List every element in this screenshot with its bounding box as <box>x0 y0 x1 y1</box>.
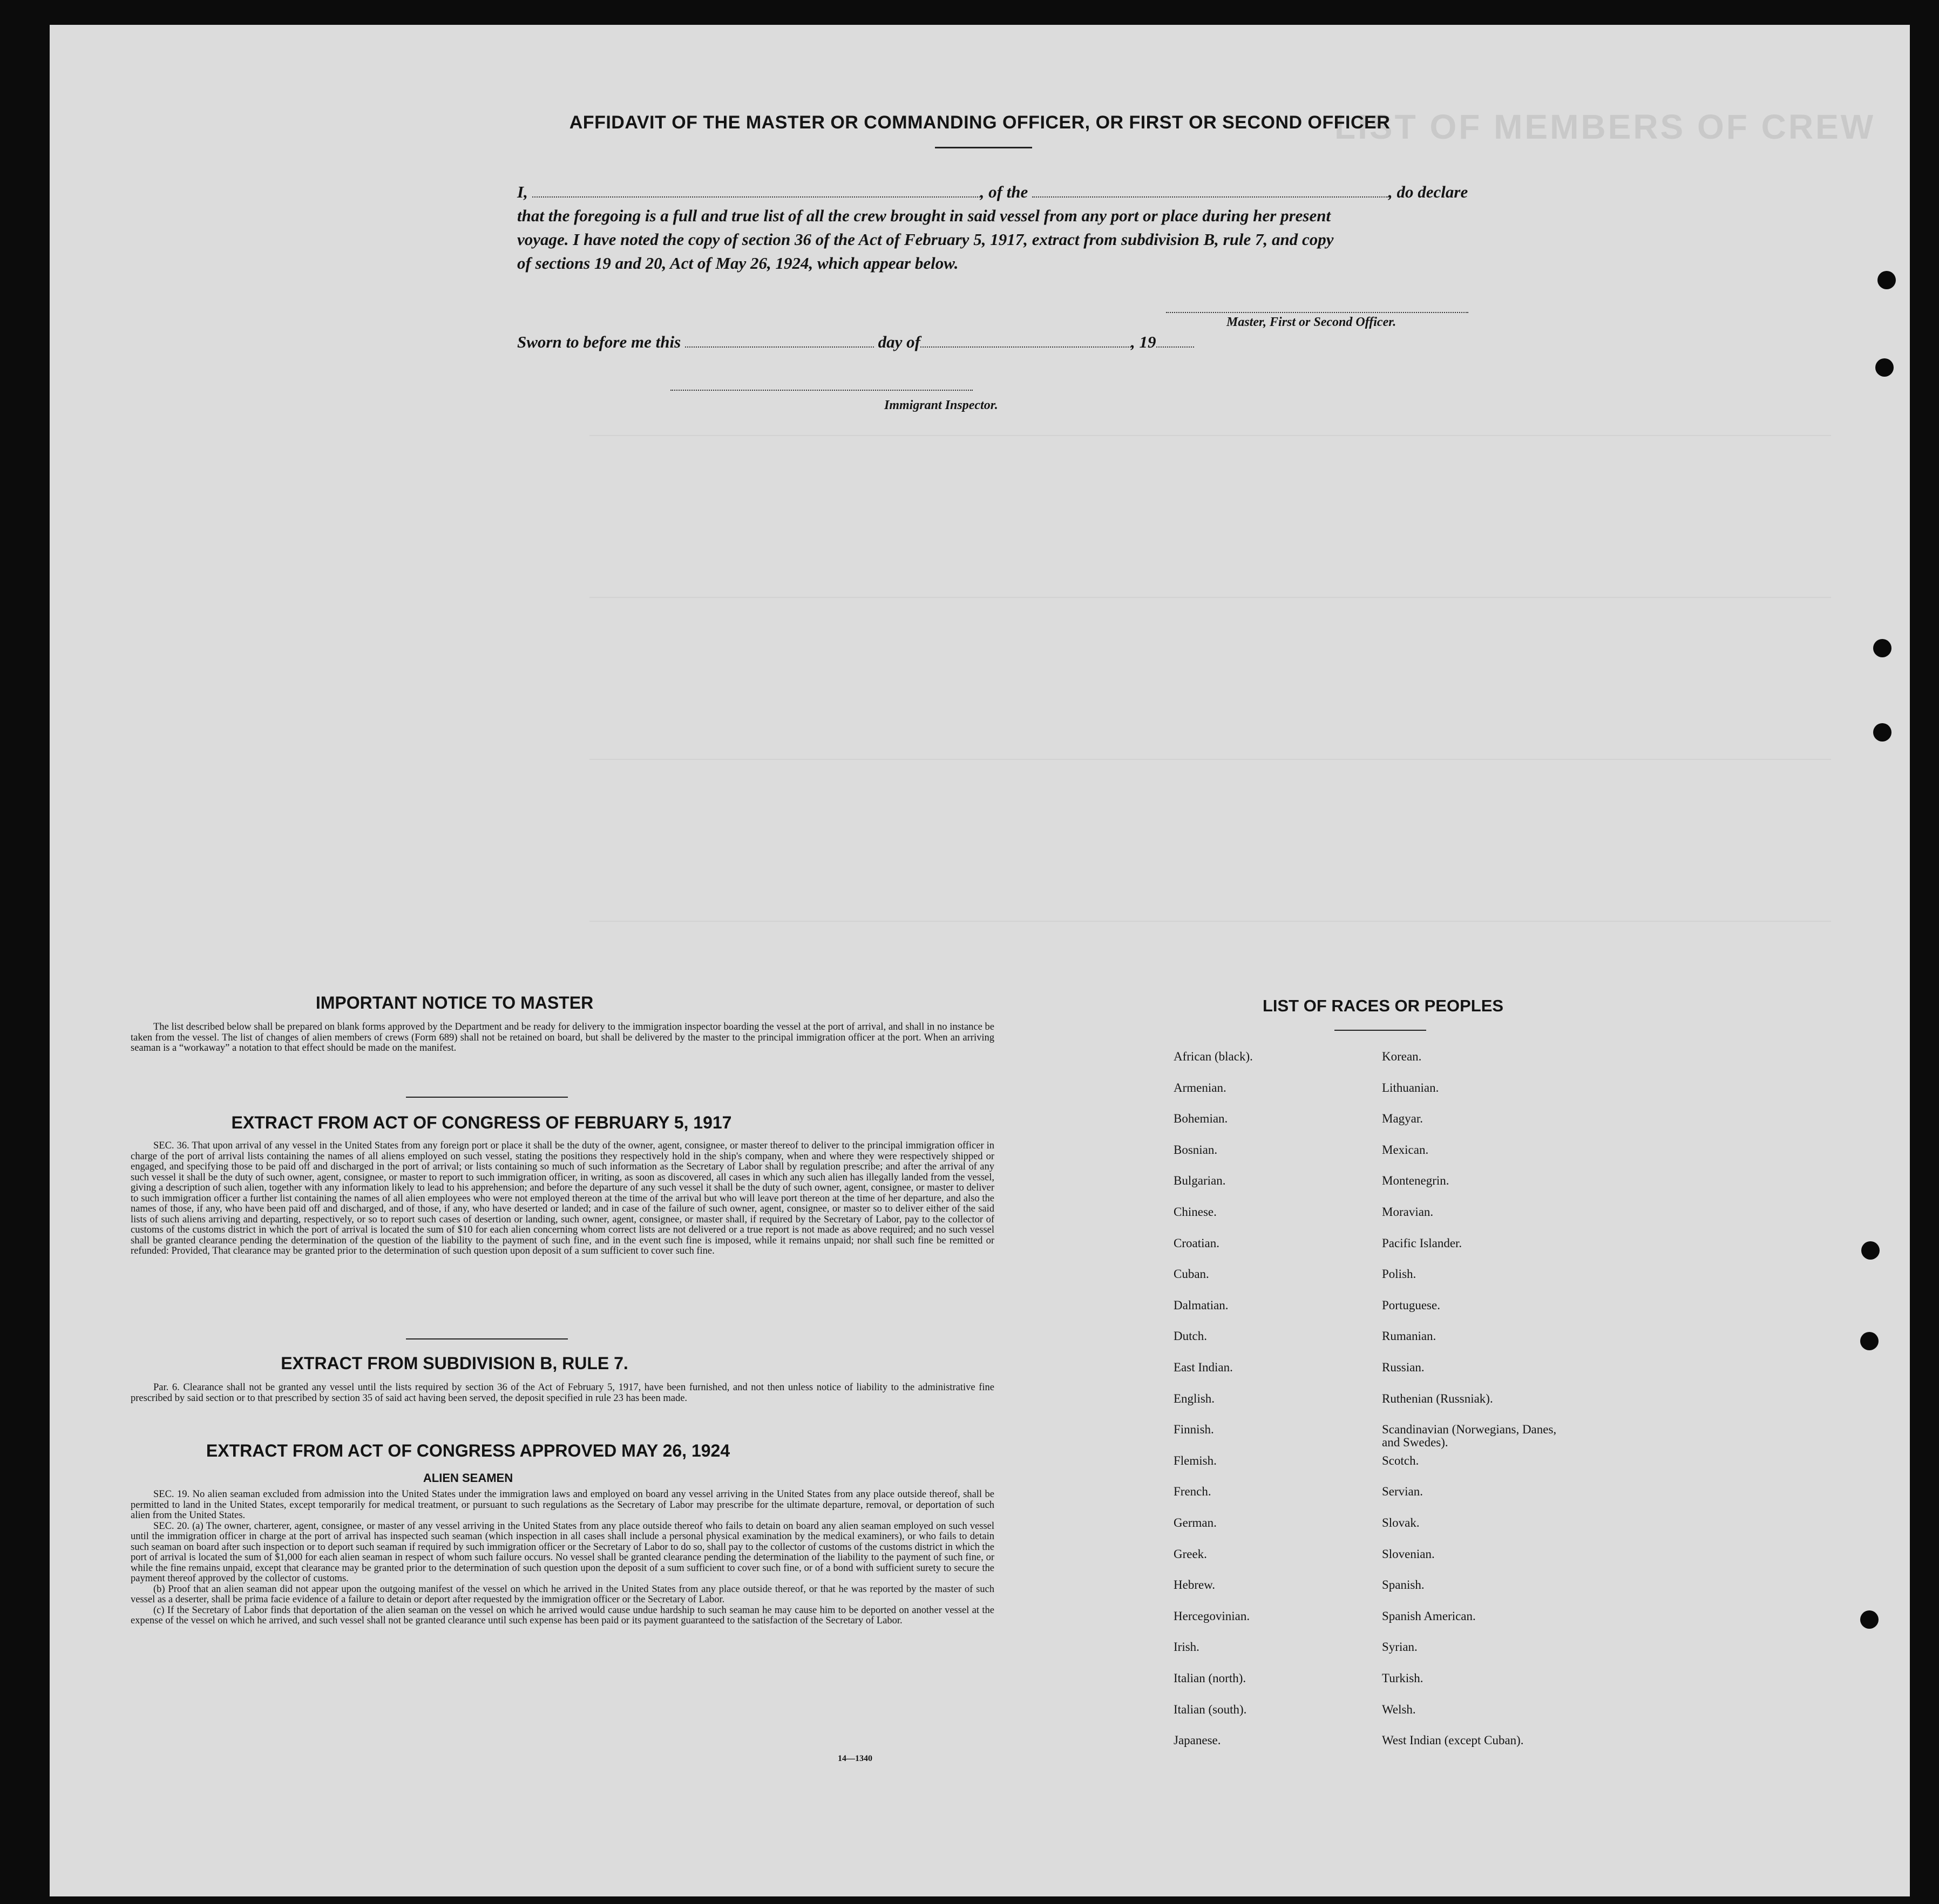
document-page <box>50 25 1910 1896</box>
sec-20a-paragraph: SEC. 20. (a) The owner, charterer, agent, consignee, or master of any vessel arriving in the United States from any place outside thereof who fails to detain on board any alien seaman employed on such vessel until the immigration officer in charge at the port of arrival has inspected such seaman (which inspection in all cases shall include a personal physical examination by the medical examiners), or who fails to detain such seaman on board after such inspection or to deport such seaman if required by such immigration officer or the Secretary of Labor to do so, shall pay to the collector of customs of the customs district in which the port of arrival is located the sum of $1,000 for each alien seaman in respect of whom such failure occurs. No vessel shall be granted clearance pending the determination of the liability to the payment of such fine, or while the fine remains unpaid, except that clearance may be granted prior to the determination of such question upon the deposit of a sum sufficient to cover such fine, or of a bond with sufficient surety to secure the payment thereof approved by the collector of customs. <box>131 1520 994 1584</box>
vessel-name-field[interactable] <box>1032 182 1388 198</box>
race-item: Rumanian. <box>1382 1329 1436 1343</box>
extract-1917-title: EXTRACT FROM ACT OF CONGRESS OF FEBRUARY 5, 1917 <box>231 1113 732 1132</box>
affidavit-line-4: of sections 19 and 20, Act of May 26, 1924, which appear below. <box>517 254 959 273</box>
sworn-day-field[interactable] <box>685 332 874 348</box>
inspector-signature-label: Immigrant Inspector. <box>884 398 998 412</box>
race-item: Lithuanian. <box>1382 1080 1439 1094</box>
sec-20c-paragraph: (c) If the Secretary of Labor finds that deportation of the alien seaman on the vessel on which he arrived would cause undue hardship to such seaman he may cause him to be deported on another vessel at the expense of the vessel on which he arrived, and such vessel shall not be granted clearance until such expense has been paid or its payment guaranteed to the satisfaction of the Secretary of Labor. <box>131 1604 994 1626</box>
race-item: Russian. <box>1382 1361 1425 1374</box>
race-item: Greek. <box>1174 1547 1207 1561</box>
binder-hole <box>1860 1610 1879 1629</box>
rule-7-paragraph: Par. 6. Clearance shall not be granted any vessel until the lists required by section 36 of the Act of February 5, 1917, have been furnished, and not then unless notice of liability to the administrative fine prescribed by said section or to that prescribed by section 35 of said act having been served, the deposit specified in rule 23 has been made. <box>131 1382 994 1404</box>
race-item: West Indian (except Cuban). <box>1382 1733 1524 1747</box>
extract-1924-title: EXTRACT FROM ACT OF CONGRESS APPROVED MAY 26, 1924 <box>206 1441 730 1460</box>
binder-hole <box>1873 639 1891 657</box>
races-title-rule <box>1334 1030 1426 1031</box>
of-the-label: , of the <box>980 182 1028 201</box>
race-item: Turkish. <box>1382 1671 1423 1685</box>
race-item: French. <box>1174 1485 1211 1499</box>
race-item: Pacific Islander. <box>1382 1236 1462 1250</box>
sworn-year-field[interactable] <box>1156 332 1194 348</box>
affidavit-line-3: voyage. I have noted the copy of section 36 of the Act of February 5, 1917, extract from subdivision B, rule 7, and copy <box>517 230 1334 249</box>
race-item: English. <box>1174 1391 1215 1405</box>
rule-7-title: EXTRACT FROM SUBDIVISION B, RULE 7. <box>281 1354 628 1373</box>
race-item: Dutch. <box>1174 1329 1207 1343</box>
race-item: Welsh. <box>1382 1702 1416 1716</box>
alien-seamen-subtitle: ALIEN SEAMEN <box>423 1471 513 1485</box>
race-item: Montenegrin. <box>1382 1174 1449 1188</box>
race-item: Scotch. <box>1382 1453 1419 1467</box>
form-number: 14—1340 <box>838 1754 872 1763</box>
race-item: Scandinavian (Norwegians, Danes, and Swedes). <box>1382 1423 1557 1450</box>
sworn-line <box>517 331 1554 353</box>
section-divider <box>406 1338 568 1339</box>
binder-hole <box>1860 1332 1879 1350</box>
sworn-label: Sworn to before me this <box>517 332 681 351</box>
race-item: Bosnian. <box>1174 1143 1218 1157</box>
race-item: Mexican. <box>1382 1143 1429 1157</box>
race-item: Servian. <box>1382 1485 1423 1499</box>
affidavit-title: AFFIDAVIT OF THE MASTER OR COMMANDING OFFICER, OR FIRST OR SECOND OFFICER <box>569 112 1391 133</box>
section-divider <box>406 1097 568 1098</box>
binder-hole <box>1873 723 1891 742</box>
race-item: Bohemian. <box>1174 1112 1228 1126</box>
sec-20b-paragraph: (b) Proof that an alien seaman did not appear upon the outgoing manifest of the vessel on which he arrived in the United States from any place outside thereof, or that he was reported by the master of such vessel as a deserter, shall be prima facie evidence of a failure to detain or deport after requested by the immigration officer or the Secretary of Labor. <box>131 1583 994 1605</box>
master-signature-line[interactable] <box>1166 312 1468 313</box>
race-item: Japanese. <box>1174 1733 1221 1747</box>
notice-title: IMPORTANT NOTICE TO MASTER <box>315 993 594 1012</box>
race-item: Slovak. <box>1382 1516 1420 1529</box>
affidavit-line-1 <box>517 181 1554 203</box>
binder-hole <box>1877 271 1896 289</box>
race-item: Chinese. <box>1174 1205 1217 1219</box>
race-item: Slovenian. <box>1382 1547 1435 1561</box>
race-item: Armenian. <box>1174 1080 1226 1094</box>
race-item: Polish. <box>1382 1267 1416 1281</box>
extract-1924-text <box>131 1490 994 1627</box>
bleed-through-rule <box>589 597 1831 598</box>
race-item: Magyar. <box>1382 1112 1423 1126</box>
race-item: Hercegovinian. <box>1174 1609 1250 1623</box>
notice-text <box>131 1022 994 1054</box>
race-item: Dalmatian. <box>1174 1298 1229 1312</box>
i-label: I, <box>517 182 528 201</box>
race-item: Croatian. <box>1174 1236 1219 1250</box>
race-item: Hebrew. <box>1174 1578 1216 1592</box>
race-item: East Indian. <box>1174 1361 1233 1374</box>
inspector-signature-line[interactable] <box>670 390 973 391</box>
races-title: LIST OF RACES OR PEOPLES <box>1262 996 1504 1015</box>
race-item: Bulgarian. <box>1174 1174 1226 1188</box>
race-item: Portuguese. <box>1382 1298 1440 1312</box>
bleed-through-rule <box>589 759 1831 760</box>
sworn-month-field[interactable] <box>920 332 1131 348</box>
binder-hole <box>1875 358 1894 377</box>
extract-1917-text <box>131 1141 994 1257</box>
race-item: Flemish. <box>1174 1453 1217 1467</box>
race-item: Finnish. <box>1174 1423 1214 1437</box>
title-rule <box>935 147 1032 148</box>
race-item: African (black). <box>1174 1050 1253 1063</box>
race-item: Spanish. <box>1382 1578 1425 1592</box>
race-item: Ruthenian (Russniak). <box>1382 1391 1493 1405</box>
race-item: Irish. <box>1174 1640 1199 1654</box>
sec-36-paragraph: SEC. 36. That upon arrival of any vessel in the United States from any foreign port or place it shall be the duty of the owner, agent, consignee, or master thereof to deliver to the principal immigration officer in charge of the port of arrival lists containing the names of all aliens employed on such vessel, stating the positions they respectively hold in the ship's company, when and where they were respectively shipped or engaged, and specifying those to be paid off and discharged in the port of arrival; or lists containing so much of such information as the Secretary of Labor shall by regulation prescribe; and after the arrival of any such vessel it shall be the duty of such owner, agent, consignee, or master to report to such immigration officer, in writing, as soon as discovered, all cases in which any such alien has illegally landed from the vessel, giving a description of such alien, together with any information likely to lead to his apprehension; and before the departure of any such vessel it shall be the duty of such owner, agent, consignee, or master to deliver to such immigration officer a further list containing the names of all alien employees who were not employed thereon at the time of the arrival but who will leave port thereon at the time of her departure, and also the names of those, if any, who have been paid off and discharged, and of those, if any, who have deserted or landed; and in case of the failure of such owner, agent, consignee, or master so to deliver either of the said lists of such aliens arriving and departing, respectively, or so to report such cases of desertion or landing, such owner, agent, consignee, or master shall, if required by the Secretary of Labor, pay to the collector of customs of the customs district in which the port of arrival is located the sum of $10 for each alien concerning whom correct lists are not delivered or a true report is not made as above required; and no such vessel shall be granted clearance pending the determination of the question of the liability to the payment of such fine, and in the event such fine is imposed, while it remains unpaid; nor shall such fine be remitted or refunded: Provided, That clearance may be granted prior to the determination of such question upon deposit of a sum sufficient to cover such fine. <box>131 1140 994 1256</box>
race-item: Italian (north). <box>1174 1671 1246 1685</box>
year-label: , 19 <box>1131 332 1156 351</box>
race-item: Italian (south). <box>1174 1702 1247 1716</box>
race-item: Spanish American. <box>1382 1609 1476 1623</box>
race-item: German. <box>1174 1516 1217 1529</box>
officer-name-field[interactable] <box>532 182 980 198</box>
race-item: Korean. <box>1382 1050 1422 1063</box>
bleed-through-rule <box>589 435 1831 436</box>
sec-19-paragraph: SEC. 19. No alien seaman excluded from admission into the United States under the immigration laws and employed on board any vessel arriving in the United States from any place outside thereof, shall be permitted to land in the United States, except temporarily for medical treatment, or pursuant to such regulations as the Secretary of Labor may prescribe for the ultimate departure, removal, or deportation of such alien from the United States. <box>131 1489 994 1521</box>
bleed-through-header: LIST OF MEMBERS OF CREW <box>1334 107 1876 146</box>
bleed-through-rule <box>589 921 1831 922</box>
race-item: Syrian. <box>1382 1640 1418 1654</box>
notice-paragraph: The list described below shall be prepared on blank forms approved by the Department and be ready for delivery to the immigration inspector boarding the vessel at the port of arrival, and shall in no instance be taken from the vessel. The list of changes of alien members of crews (Form 689) shall not be retained on board, but shall be delivered by the master to the principal immigration officer at the port. When an arriving seaman is a “workaway” a notation to that effect should be made on the manifest. <box>131 1022 994 1053</box>
day-of-label: day of <box>878 332 920 351</box>
binder-hole <box>1861 1241 1880 1260</box>
race-item: Moravian. <box>1382 1205 1434 1219</box>
master-signature-label: Master, First or Second Officer. <box>1226 315 1396 329</box>
do-declare-label: , do declare <box>1388 182 1468 201</box>
race-item: Cuban. <box>1174 1267 1209 1281</box>
rule-7-text <box>131 1383 994 1404</box>
affidavit-line-2: that the foregoing is a full and true list of all the crew brought in said vessel from any port or place during her present <box>517 206 1331 225</box>
